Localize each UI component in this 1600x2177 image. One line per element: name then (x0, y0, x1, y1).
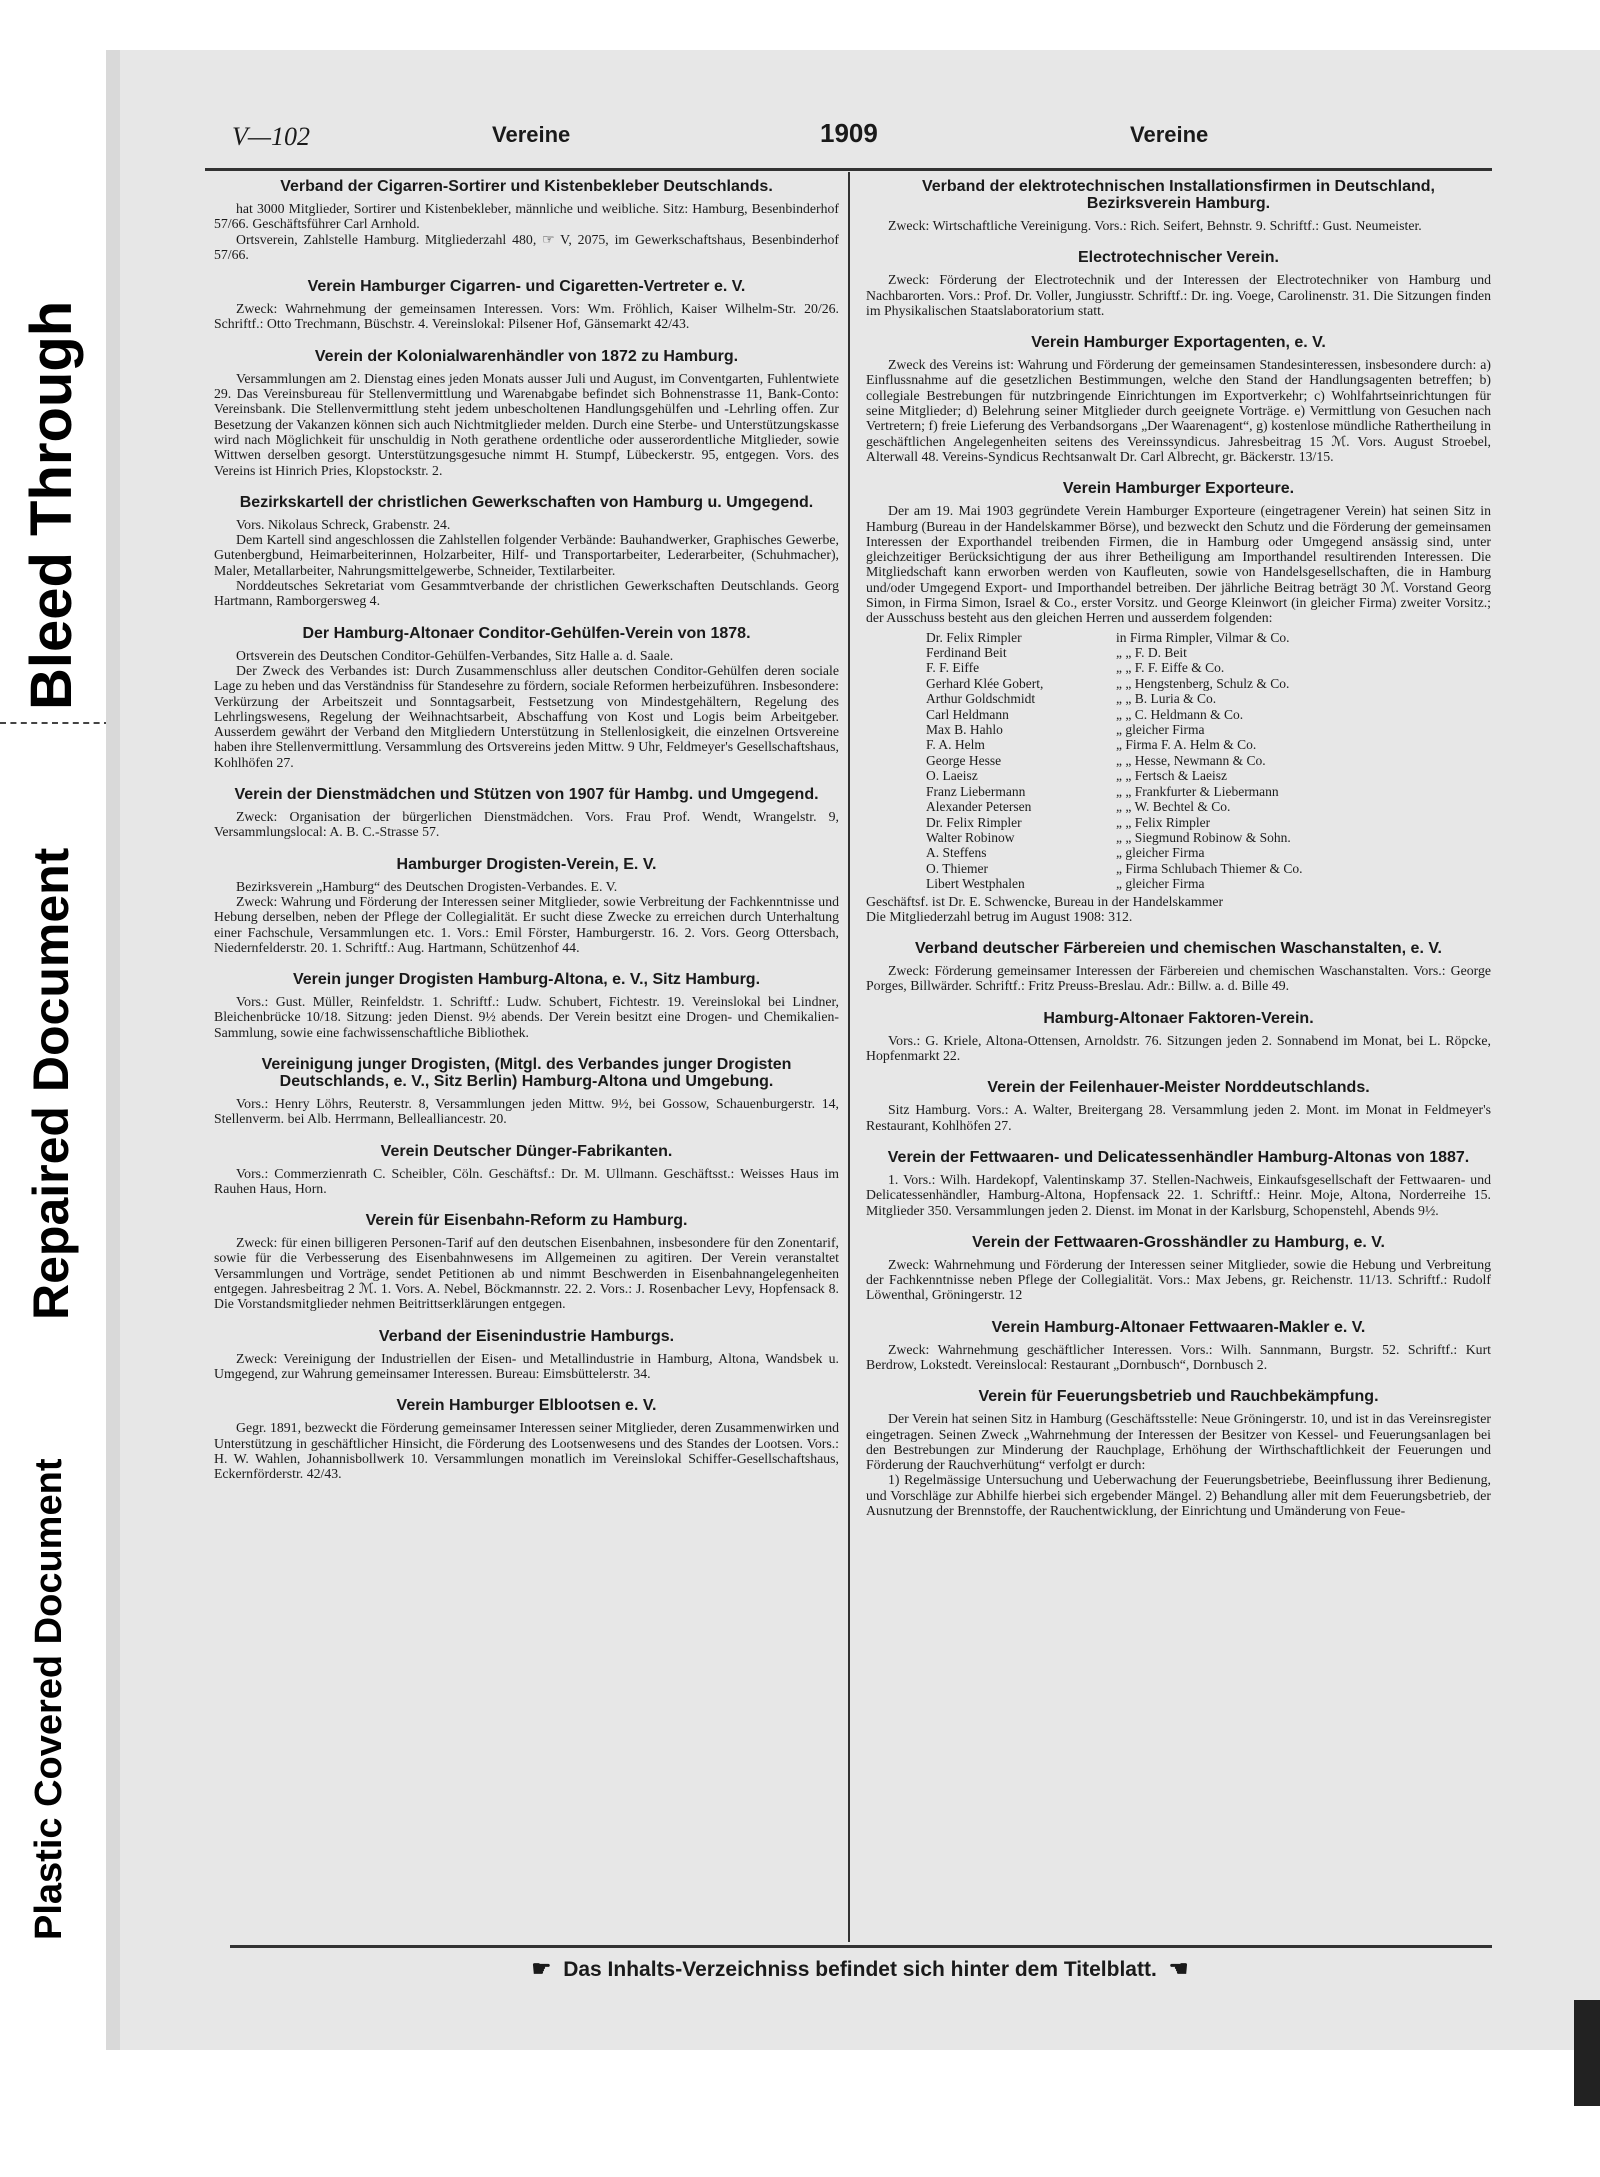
association-entry (214, 625, 839, 770)
roster-row (866, 845, 1491, 860)
left-column (214, 178, 839, 1497)
association-entry (214, 856, 839, 955)
member-firm: „ „ C. Heldmann & Co. (1116, 706, 1244, 722)
footer-rule (230, 1945, 1492, 1948)
member-name: Libert Westphalen (926, 876, 1025, 892)
member-firm: „ „ Fertsch & Laeisz (1116, 768, 1227, 784)
entry-text: Gegr. 1891, bezweckt die Förderung gemeinsamer Interessen seiner Mitglieder, deren Zusammenwirken und Unterstützung in geschäftlicher Hinsicht, die Förderung des Lootsenwesens und des Standes der Lootsen. Vors.: H. W. Wahlen, Johannisbollwerk 10. Versammlungen monatlich im Vereinslokal Schiffer-Gesellschaftshaus, Eckernförderstr. 42/43. (214, 1420, 839, 1482)
entry-text: hat 3000 Mitglieder, Sortirer und Kistenbekleber, männliche und weibliche. Sitz: Hamburg, Besenbinderhof 57/66. Geschäftsführer Carl Arnhold. (214, 201, 839, 232)
association-entry (866, 1388, 1491, 1518)
entry-title: Verband der elektrotechnischen Installationsfirmen in Deutschland, Bezirksverein Hamburg. (921, 178, 1435, 212)
member-name: O. Thiemer (926, 860, 988, 876)
association-entry (214, 1143, 839, 1197)
member-name: F. F. Eiffe (926, 660, 980, 676)
entry-text: Geschäftsf. ist Dr. E. Schwencke, Bureau in der Handelskammer (866, 893, 1224, 909)
association-entry (214, 1056, 839, 1127)
member-name: Dr. Felix Rimpler (926, 629, 1022, 645)
entry-title: Hamburger Drogisten-Verein, E. V. (396, 855, 657, 873)
roster-row (866, 830, 1491, 845)
member-name: Carl Heldmann (926, 706, 1009, 722)
roster-row (866, 799, 1491, 814)
pointing-hand-left-icon: ☚ (1168, 1956, 1189, 1981)
entry-text: Versammlungen am 2. Dienstag eines jeden Monats ausser Juli und August, im Conventgarten, Fuhlentwiete 29. Das Vereinsbureau für Stellenvermittlung und Warenabgabe befindet sich Bohnenstrasse 11, Bank-Conto: Vereinsbank. Die Stellenvermittlung steht jedem unbescholtenen Handlungsgehülfen und -Lehrling offen. Zur Besetzung der Vakanzen können sich auch Nichtmitglieder melden. Durch eine Sterbe- und Unterstützungskasse wird nach Möglichkeit für unschuldig in Noth gerathene ordentliche oder ausserordentliche Mitglieder, sowie Wittwen derselben gesorgt. Unterstützungsgesuche nimmt H. Stumpf, Lübeckerstr. 95, entgegen. Vors. des Vereins ist Hinrich Pries, Klopstockstr. 2. (214, 370, 839, 478)
binding-mark (1574, 2000, 1600, 2106)
member-firm: „ „ Felix Rimpler (1116, 814, 1211, 830)
committee-roster (866, 630, 1491, 892)
entry-title: Verband der Cigarren-Sortirer und Kistenbekleber Deutschlands. (280, 178, 773, 195)
entry-text: Zweck: Förderung der Electrotechnik und der Interessen der Electrotechniker von Hamburg und Nachbarorten. Vors.: Prof. Dr. Voller, Jungiusstr. Schriftf.: Dr. ing. Voege, Carolinenstr. 31. Die Sitzungen finden im Physikalischen Staatslaboratorium statt. (866, 272, 1491, 318)
entry-text: Vors.: Henry Löhrs, Reuterstr. 8, Versammlungen jeden Mittw. 9½, bei Gossow, Schauenburgerstr. 14, Stellenverm. bei Alb. Herrmann, Bellealliancestr. 20. (214, 1095, 839, 1127)
roster-row (866, 660, 1491, 675)
member-firm: „ Firma Schlubach Thiemer & Co. (1116, 860, 1303, 876)
association-entry (866, 1234, 1491, 1303)
entry-text: Zweck: Vereinigung der Industriellen der Eisen- und Metallindustrie in Hamburg, Altona, Wandsbek u. Umgegend, zur Wahrung gemeinsamer Interessen. Bureau: Eimsbüttelerstr. 34. (214, 1350, 839, 1381)
pointing-hand-right-icon: ☛ (531, 1956, 552, 1981)
entry-title: Verband der Eisenindustrie Hamburgs. (378, 1327, 675, 1345)
association-entry (214, 971, 839, 1040)
entry-title: Verein Hamburger Exportagenten, e. V. (1031, 334, 1326, 352)
right-column (866, 178, 1491, 1534)
entry-text: Zweck des Vereins ist: Wahrung und Förderung der gemeinsamen Standesinteressen, insbesondere durch: a) Einflussnahme auf die gesetzlichen Bestimmungen, welche den Stand der Handlungsagenten betreffen; b) collegiale Bestrebungen für nutzbringende Einrichtungen im Exportverkehr; c) Wohlfahrtseinrichtungen für seine Mitglieder; d) Belehrung seiner Mitglieder durch geeignete Vorträge. e) Vermittlung von Gesuchen nach Vertretern; f) freie Lieferung des Verbandsorgans „Der Waarenagent“, g) kostenlose mündliche Rathertheilung in geschäftlichen Angelegenheiten seitens des Vereinssyndicus. Jahresbeitrag 15 ℳ. Vors. August Stroebel, Alterwall 48. Vereins-Syndicus Rechtsanwalt Dr. Carl Albrecht, gr. Bäckerstr. 13/15. (866, 357, 1491, 464)
header-year: 1909 (820, 118, 878, 148)
member-firm: „ gleicher Firma (1116, 722, 1205, 738)
entry-text: Vors. Nikolaus Schreck, Grabenstr. 24. (236, 516, 451, 532)
entry-text: Dem Kartell sind angeschlossen die Zahlstellen folgender Verbände: Bauhandwerker, Graphisches Gewerbe, Gutenbergbund, Heimarbeiterinnen, Holzarbeiter, Hilf- und Transportarbeiter, Lederarbeiter, (Schuhmacher), Maler, Metallarbeiter, Nahrungsmittelgewerbe, Schneider, Textilarbeiter. (214, 532, 839, 578)
roster-row (866, 722, 1491, 737)
association-entry (214, 494, 839, 609)
association-entry (214, 786, 839, 840)
entry-title: Verein der Fettwaaren-Grosshändler zu Hamburg, e. V. (972, 1233, 1385, 1251)
entry-text: Zweck: Förderung gemeinsamer Interessen der Färbereien und chemischen Waschanstalten. Vors.: George Porges, Billwärder. Schriftf.: Fritz Preuss-Breslau. Adr.: Billw. a. d. Bille 49. (866, 963, 1491, 994)
entry-text: Zweck: Wirtschaftliche Vereinigung. Vors.: Rich. Seifert, Behnstr. 9. Schriftf.: Gust. Neumeister. (888, 218, 1422, 233)
member-name: Max B. Hahlo (926, 722, 1003, 738)
association-entry (866, 1319, 1491, 1373)
entry-text: Der Zweck des Verbandes ist: Durch Zusammenschluss aller deutschen Conditor-Gehülfen deren sociale Lage zu heben und das Verständniss für Standesehre zu fördern, sociale Reformen herbeizuführen. Insbesondere: Verkürzung der Arbeitszeit und Sonntagsarbeit, Festsetzung von Mindestgehältern, Regelung des Lehrlingswesens, Regelung der Weihnachtsarbeit, Abschaffung von Kost und Logis beim Arbeitgeber. Ausserdem gewährt der Verband den Mitgliedern Unterstützung in Stellenlosigkeit, die einzelnen Ortsvereine haben ihre Stellenvermittlung. Versammlung des Ortsvereins jeden Mittw. 9 Uhr, Feldmeyer's Gesellschaftshaus, Kohlhöfen 27. (214, 662, 839, 770)
entry-title: Verein Hamburger Exporteure. (1062, 480, 1295, 498)
member-firm: in Firma Rimpler, Vilmar & Co. (1116, 629, 1290, 645)
member-name: Walter Robinow (926, 829, 1015, 845)
entry-text: Bezirksverein „Hamburg“ des Deutschen Drogisten-Verbandes. E. V. (236, 878, 618, 894)
entry-title: Verein der Kolonialwarenhändler von 1872 zu Hamburg. (314, 347, 739, 365)
association-entry (866, 940, 1491, 994)
member-name: Franz Liebermann (926, 783, 1026, 799)
column-divider (848, 172, 850, 1942)
roster-row (866, 753, 1491, 768)
page-number: V—102 (232, 122, 310, 151)
running-header (120, 78, 1500, 178)
entry-title: Verein Hamburg-Altonaer Fettwaaren-Makler e. V. (991, 1318, 1366, 1336)
roster-row (866, 815, 1491, 830)
entry-title: Verein Hamburger Cigarren- und Cigaretten-Vertreter e. V. (307, 278, 746, 296)
entry-text: Ortsverein des Deutschen Conditor-Gehülfen-Verbandes, Sitz Halle a. d. Saale. (236, 647, 674, 663)
entry-text: Vors.: Commerzienrath C. Scheibler, Cöln. Geschäftsf.: Dr. M. Ullmann. Geschäftsst.: Weisses Haus im Rauhen Haus, Horn. (214, 1165, 839, 1196)
member-firm: „ „ Hesse, Newmann & Co. (1116, 752, 1266, 768)
member-firm: „ „ Frankfurter & Liebermann (1116, 783, 1279, 799)
member-name: Dr. Felix Rimpler (926, 814, 1022, 830)
entry-text: Vors.: Gust. Müller, Reinfeldstr. 1. Schriftf.: Ludw. Schubert, Fichtestr. 19. Vereinslokal bei Lindner, Bleichenbrücke 10/18. Sitzung: jeden Dienst. 9½ abends. Der Verein besitzt eine Drogen- und Chemikalien-Sammlung, sowie eine fachwissenschaftliche Bibliothek. (214, 994, 839, 1040)
entry-text: Zweck: Organisation der bürgerlichen Dienstmädchen. Vors. Frau Prof. Wendt, Wrangelstr. 9, Versammlungslocal: A. B. C.-Strasse 57. (214, 809, 839, 840)
association-entry (866, 334, 1491, 464)
entry-text: Der am 19. Mai 1903 gegründete Verein Hamburger Exporteure (eingetragener Verein) hat seinen Sitz in Hamburg (Bureau in der Handelskammer Börse), und bezweckt den Schutz und die Förderung der gemeinsamen Interessen der Exporthandel treibenden Firmen, die in Hamburg oder Umgegend ansässig sind, unter gleichzeitiger Berücksichtigung der aus ihrer Betheiligung am Importhandel resultirenden Interessen. Die Mitgliedschaft kann erworben werden von Kaufleuten, sowie von Handelsgesellschaften, die in Hamburg und/oder Umgegend Export- und Importhandel betreiben. Der jährliche Beitrag beträgt 30 ℳ. Vorstand Georg Simon, in Firma Simon, Israel & Co., erster Vorsitz. und George Kleinwort (in gleicher Firma) zweiter Vorsitz.; der Ausschuss besteht aus den gleichen Herren und ausserdem folgenden: (866, 503, 1491, 626)
label-strip (0, 50, 96, 2070)
entry-title: Verein für Feuerungsbetrieb und Rauchbekämpfung. (978, 1388, 1379, 1406)
entry-title: Verein der Dienstmädchen und Stützen von 1907 für Hambg. und Umgegend. (234, 786, 819, 804)
entry-text: Zweck: Wahrnehmung der gemeinsamen Interessen. Vors: Wm. Fröhlich, Kaiser Wilhelm-Str. 20/26. Schriftf.: Otto Trechmann, Büschstr. 4. Vereinslokal: Pilsener Hof, Gänsemarkt 42/43. (214, 301, 839, 332)
roster-row (866, 676, 1491, 691)
roster-row (866, 784, 1491, 799)
association-entry (866, 1149, 1491, 1218)
label-separator (0, 722, 110, 724)
member-name: Alexander Petersen (926, 799, 1032, 815)
association-entry (214, 178, 839, 262)
association-entry (214, 348, 839, 478)
member-firm: „ „ F. F. Eiffe & Co. (1116, 660, 1225, 676)
entry-text: Der Verein hat seinen Sitz in Hamburg (Geschäftsstelle: Neue Gröningerstr. 10, und ist in das Vereinsregister eingetragen. Seinen Zweck „Wahrnehmung der Interessen der Besitzer von Kessel- und Feuerungsanlagen bei den Bestrebungen zur Minderung der Rauchplage, Erhöhung der Wirthschaftlichkeit der Feuerungen und Förderung der Rauchverhütung“ verfolgt er durch: (866, 1411, 1491, 1473)
roster-row (866, 861, 1491, 876)
header-left-title: Vereine (492, 122, 571, 147)
entry-text: Zweck: für einen billigeren Personen-Tarif auf den deutschen Eisenbahnen, insbesondere für den Zonentarif, sowie für die Verbesserung des Eisenbahnwesens im Allgemeinen zu agitiren. Der Verein veranstaltet Versammlungen und Vorträge, sendet Petitionen ab und nimmt Beschwerden in Eisenbahnangelegenheiten entgegen. Jahresbeitrag 2 ℳ. 1. Vors. A. Nebel, Böckmannstr. 22. 2. Vors.: J. Rosenbacher Levy, Hopfensack 8. Die Vorstandsmitglieder nehmen Beitrittserklärungen entgegen. (214, 1235, 839, 1312)
entry-text: Sitz Hamburg. Vors.: A. Walter, Breitergang 28. Versammlung jeden 2. Mont. im Monat in Feldmeyer's Restaurant, Kohlhöfen 27. (866, 1102, 1491, 1133)
entry-exporteure (866, 480, 1491, 924)
label-bleed-through: Bleed Through (19, 300, 84, 710)
member-name: F. A. Helm (926, 737, 985, 753)
roster-row (866, 707, 1491, 722)
entry-text: Die Mitgliederzahl betrug im August 1908: 312. (866, 908, 1133, 924)
entry-title: Verein junger Drogisten Hamburg-Altona, e. V., Sitz Hamburg. (292, 971, 761, 989)
entry-title: Electrotechnischer Verein. (1078, 249, 1279, 267)
entry-title: Der Hamburg-Altonaer Conditor-Gehülfen-Verein von 1878. (302, 624, 751, 642)
roster-row (866, 691, 1491, 706)
member-name: Arthur Goldschmidt (926, 691, 1036, 707)
member-firm: „ „ W. Bechtel & Co. (1116, 799, 1231, 815)
roster-row (866, 768, 1491, 783)
association-entry (866, 178, 1491, 233)
association-entry (866, 1079, 1491, 1133)
entry-title: Bezirkskartell der christlichen Gewerkschaften von Hamburg u. Umgegend. (239, 493, 814, 511)
roster-row (866, 645, 1491, 660)
label-plastic-covered-document: Plastic Covered Document (28, 1458, 70, 1940)
association-entry (214, 1397, 839, 1481)
entry-text: 1. Vors.: Wilh. Hardekopf, Valentinskamp 37. Stellen-Nachweis, Einkaufsgesellschaft der Fettwaaren- und Delicatessenhändler, Hamburg-Altona, Hopfensack 22. 1. Schriftf.: Heinr. Moje, Altona, Norderreihe 15. Mitglieder 350. Versammlungen jeden 2. Dienst. im Monat in der Karlsburg, Schopenstehl, Abends 9½. (866, 1171, 1491, 1218)
member-name: A. Steffens (926, 845, 987, 861)
entry-title: Verein für Eisenbahn-Reform zu Hamburg. (365, 1212, 688, 1230)
member-name: Ferdinand Beit (926, 645, 1007, 661)
association-entry (866, 1010, 1491, 1064)
entry-text: 1) Regelmässige Untersuchung und Ueberwachung der Feuerungsbetriebe, Beeinflussung ihrer Bedienung, und Vorschläge zur Abhilfe hierbei sich ergebender Mängel. 2) Behandlung aller mit dem Feuerungsbetrieb, der Ausnutzung der Brennstoffe, der Rauchentwicklung, der Einrichtung und Umänderung von Feue- (866, 1472, 1491, 1519)
entry-text: Ortsverein, Zahlstelle Hamburg. Mitgliederzahl 480, ☞ V, 2075, im Gewerkschaftshaus, Besenbinderhof 57/66. (214, 231, 839, 262)
member-firm: „ „ F. D. Beit (1116, 645, 1187, 661)
entry-text: Zweck: Wahrnehmung geschäftlicher Interessen. Vors.: Wilh. Sannmann, Burgstr. 52. Schriftf.: Kurt Berdrow, Lokstedt. Vereinslocal: Restaurant „Dornbusch“, Dornbusch 2. (866, 1341, 1491, 1372)
roster-row (866, 876, 1491, 891)
entry-title: Verein der Feilenhauer-Meister Norddeutschlands. (987, 1079, 1370, 1097)
entry-text: Zweck: Wahrnehmung und Förderung der Interessen seiner Mitglieder, sowie die Hebung und Verbreitung der Fachkenntnisse neben Pflege der Collegialität. Vors.: Max Jebens, gr. Reichenstr. 11/13. Schriftf.: Rudolf Löwenthal, Gröningerstr. 12 (866, 1256, 1491, 1303)
entry-text: Vors.: G. Kriele, Altona-Ottensen, Arnoldstr. 76. Sitzungen jeden 2. Sonnabend im Monat, bei L. Röpcke, Hopfenmarkt 22. (866, 1032, 1491, 1064)
association-entry (214, 278, 839, 332)
entry-text: Norddeutsches Sekretariat vom Gesammtverbande der christlichen Gewerkschaften Deutschlands. Georg Hartmann, Ramborgersweg 4. (214, 578, 839, 609)
association-entry (214, 1212, 839, 1311)
member-firm: „ „ Hengstenberg, Schulz & Co. (1116, 675, 1290, 691)
member-name: O. Laeisz (926, 768, 978, 784)
entry-title: Verband deutscher Färbereien und chemischen Waschanstalten, e. V. (915, 940, 1442, 958)
roster-row (866, 630, 1491, 645)
member-name: George Hesse (926, 752, 1002, 768)
label-repaired-document: Repaired Document (23, 847, 79, 1320)
member-firm: „ „ Siegmund Robinow & Sohn. (1116, 829, 1291, 845)
member-name: Gerhard Klée Gobert, (926, 675, 1044, 691)
header-right-title: Vereine (1130, 122, 1209, 147)
entry-text: Zweck: Wahrung und Förderung der Interessen seiner Mitglieder, sowie Verbreitung der Fachkenntnisse und Hebung derselben, neben der Pflege der Collegialität. Er sucht diese Zwecke zu erreichen durch Unterhaltung einer Fachschule, Versammlungen etc. 1. Vors.: Emil Förster, Hamburgerstr. 16. 2. Vors. Georg Ottersbach, Niedernfelderstr. 20. 1. Schriftf.: Aug. Hartmann, Schützenhof 44. (214, 893, 839, 955)
member-firm: „ gleicher Firma (1116, 876, 1205, 892)
member-firm: „ gleicher Firma (1116, 845, 1205, 861)
footer-note (460, 1956, 1260, 1982)
member-firm: „ „ B. Luria & Co. (1116, 691, 1217, 707)
footer-text: Das Inhalts-Verzeichniss befindet sich hinter dem Titelblatt. (563, 1958, 1157, 1981)
roster-row (866, 737, 1491, 752)
entry-title: Verein Hamburger Elblootsen e. V. (396, 1397, 657, 1415)
association-entry (866, 249, 1491, 318)
member-firm: „ Firma F. A. Helm & Co. (1116, 737, 1257, 753)
entry-title: Vereinigung junger Drogisten, (Mitgl. des Verbandes junger Drogisten Deutschlands, e. V., Sitz Berlin) Hamburg-Altona und Umgebung. (261, 1055, 792, 1090)
entry-title: Verein der Fettwaaren- und Delicatessenhändler Hamburg-Altonas von 1887. (887, 1148, 1470, 1166)
header-rule (205, 168, 1492, 171)
entry-title: Hamburg-Altonaer Faktoren-Verein. (1043, 1009, 1314, 1027)
entry-title: Verein Deutscher Dünger-Fabrikanten. (380, 1142, 673, 1160)
association-entry (214, 1328, 839, 1382)
